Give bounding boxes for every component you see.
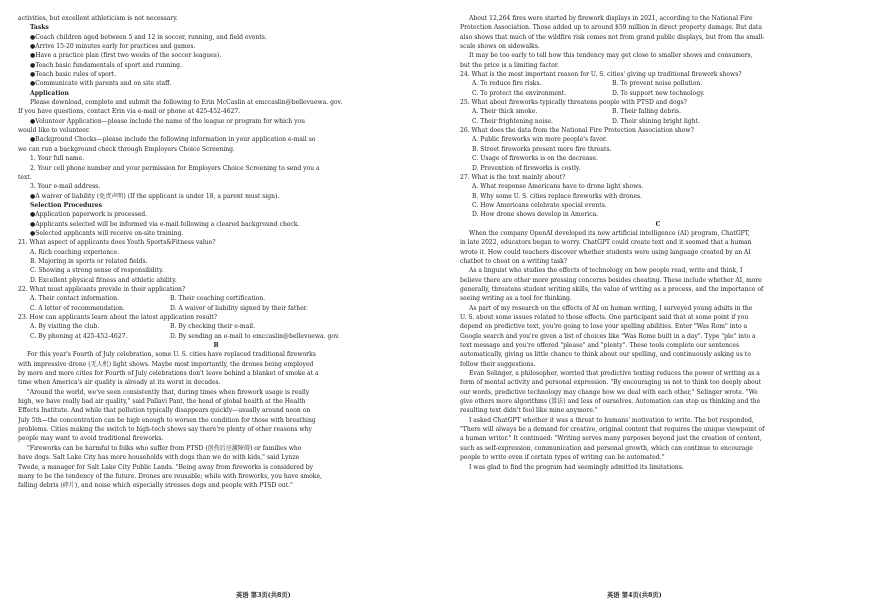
text-line: "Fireworks can be harmful to folks who suffer from PTSD (创伤后应激障碍) or families who	[27, 444, 302, 452]
text-line: It may be too early to tell how this tendency may get close to smaller shows and consumers,	[469, 52, 753, 60]
option-right: B. Their falling debris.	[612, 108, 682, 116]
text-line: scale shows on sidewalks.	[460, 43, 540, 51]
option-row	[460, 107, 856, 116]
right-page-footer: 英语 第4页(共8页)	[607, 592, 662, 599]
text-line: by more and more cities for Fourth of July celebrations don't leave behind a blanket of smoke at a	[18, 370, 319, 378]
option-left: C. By phoning at 425-452-4627.	[30, 332, 128, 340]
text-line: a human writer." It continued: "Writing serves many purposes beyond just the creation of content,	[460, 435, 762, 443]
text-line: Effects Institute. And while that pollution typically disappears quickly—usually around noon on	[18, 407, 311, 415]
text-line: 21. What aspect of applicants does Youth Sports&Fitness value?	[18, 239, 216, 247]
option-left: C. Their frightening noise.	[472, 117, 553, 125]
text-line: chatbot to cheat on a writing task?	[460, 257, 568, 265]
option-left: A. By visiting the club.	[30, 323, 100, 331]
text-line: ●Selected applicants will receive on-site training.	[30, 229, 184, 237]
text-line: B. Street fireworks present more fire threats.	[472, 145, 612, 153]
text-line: A. Public fireworks win more people's favor.	[472, 136, 608, 144]
text-line: Selection Procedures	[30, 201, 103, 209]
text-line: text.	[18, 173, 32, 181]
text-line: 26. What does the data from the National Fire Protection Association show?	[460, 127, 694, 135]
left-text-block	[18, 14, 414, 294]
text-line: ●Teach basic fundamentals of sport and running.	[30, 61, 182, 69]
text-line: B. Majoring in sports or related fields.	[30, 257, 148, 265]
text-line: ●Communicate with parents and on site staff.	[30, 80, 172, 88]
right-page	[460, 14, 856, 586]
text-line: ●Background Checks—please include the following information in your application e-mail so	[30, 136, 316, 144]
text-line: ●Applicants selected will be informed via e-mail following a cleared background check.	[30, 220, 300, 228]
option-right: D. By sending an e-mail to emccaslin@bellevuewa. gov.	[170, 332, 340, 340]
text-line: ●Application paperwork is processed.	[30, 211, 148, 219]
text-line: As part of my research on the effects of AI on human writing, I surveyed young adults in the	[469, 304, 753, 312]
text-line: also shows that much of the wildfire risk comes not from grand public displays, but from the small-	[460, 33, 765, 41]
text-line: 24. What is the most important reason for U. S. cities' giving up traditional firework shows?	[460, 71, 742, 79]
text-line: follow their suggestions.	[460, 360, 536, 368]
option-right: B. Their coaching certification.	[170, 295, 266, 303]
text-line: If you have questions, contact Erin via e-mail or phone at 425-452-4627.	[18, 108, 241, 116]
option-row	[460, 79, 856, 88]
option-row	[18, 294, 414, 303]
text-line: 3. Your e-mail address.	[30, 183, 101, 191]
text-line: About 12,264 fires were started by firework displays in 2021, according to the National Fire	[469, 15, 753, 22]
text-line: "Around the world, we've seen consistently that, during times when firework usage is really	[27, 388, 310, 396]
text-line: Protection Association. Those added up to around $59 million in direct property damage. But data	[460, 24, 762, 32]
text-line: many to be the tendency of the future. Drones are reusable; while with fireworks, you have smoke,	[18, 472, 322, 480]
text-line: text message and you're offered "please" and "plenty". These tools complete our sentences	[460, 342, 740, 350]
option-left: C. A letter of recommendation.	[30, 304, 125, 312]
text-line: 2. Your cell phone number and your permission for Employers Choice Screening to send you a	[30, 164, 320, 172]
q22-options	[18, 294, 414, 313]
text-line: 1. Your full name.	[30, 155, 85, 163]
text-line: C. Usage of fireworks is on the decrease.	[472, 155, 598, 163]
text-line: "There will always be a demand for creative, original content that requires the unique viewpoint of	[460, 426, 765, 434]
text-line: have dogs. Salt Lake City has more households with dogs than we do with kids," said Lynze	[18, 454, 300, 462]
text-line: Please download, complete and submit the following to Erin McCaslin at emccaslin@bellevuewa. gov.	[30, 99, 343, 107]
option-left: C. To protect the environment.	[472, 89, 567, 97]
q24-options	[460, 79, 856, 98]
option-row	[18, 304, 414, 313]
text-line: Evan Selinger, a philosopher, worried that predictive texting reduces the power of writing as a	[469, 370, 760, 378]
text-line: people to write even if certain types of writing can be automated."	[460, 454, 665, 462]
text-line: high, we have really bad air quality," said Pallavi Pant, the head of global health at the Health	[18, 398, 306, 406]
option-left: A. Their contact information.	[30, 295, 119, 303]
text-line: ●Arrive 15-20 minutes early for practices and games.	[30, 43, 196, 51]
option-row	[18, 322, 414, 331]
text-line: depend on predictive text, you're going to lose your spelling abilities. Enter "Was Rom" into a	[460, 323, 748, 331]
text-line: we can run a background check through Employers Choice Screening.	[18, 145, 235, 153]
option-row	[18, 332, 414, 341]
option-right: D. Their shining bright light.	[612, 117, 700, 125]
text-line: would like to volunteer.	[18, 127, 90, 135]
text-line: ●A waiver of liability (免责声明) (If the applicant is under 18, a parent must sign).	[30, 192, 280, 200]
text-line: B. Why some U. S. cities replace fireworks with drones.	[472, 192, 643, 200]
text-line: activities, but excellent athleticism is not necessary.	[18, 15, 178, 22]
q25-question: 25. What about fireworks typically threatens people with PTSD and dogs?	[460, 99, 687, 107]
text-line: wrote it. How could teachers discover whether students were using language created by an AI	[460, 248, 751, 256]
text-line: C. Showing a strong sense of responsibility.	[30, 267, 164, 275]
section-c-heading: C	[655, 220, 661, 228]
option-left: A. Their thick smoke.	[472, 108, 538, 116]
text-line: U. S. about some issues related to those effects. One participant said that at some point if you	[460, 314, 749, 321]
option-right: D. A waiver of liability signed by their father.	[170, 304, 308, 312]
text-line: D. Excellent physical fitness and athletic ability.	[30, 276, 177, 284]
text-line: believe there are other more pressing concerns besides cheating. These include whether AI, more	[460, 276, 762, 284]
text-line: with impressive drone (无人机) light shows. Maybe most importantly, the drones being employed	[18, 360, 314, 368]
option-right: B. To prevent noise pollution.	[612, 80, 703, 88]
passage-c-text	[460, 229, 856, 472]
passage-b-text	[18, 350, 414, 490]
q26-q27-block	[460, 126, 856, 219]
section-b-heading: B	[213, 342, 219, 350]
text-line: As a linguist who studies the effects of technology on how people read, write and think, I	[469, 267, 743, 275]
text-line: A. Rich coaching experience.	[30, 248, 120, 256]
option-right: D. To support new technology.	[612, 89, 705, 97]
text-line: automatically, giving us little chance to think about our spelling, and continuously asking us to	[460, 351, 751, 359]
text-line: time when America's air quality is already at its worst in decades.	[18, 379, 221, 387]
text-line: in late 2022, educators began to worry. ChatGPT could create text and it seemed that a human	[460, 239, 752, 247]
text-line: ●Have a practice plan (first two weeks of the soccer leagues).	[30, 52, 222, 60]
text-line: I was glad to find the program had seemingly admitted its limitations.	[469, 463, 684, 471]
text-line: but the price is a limiting factor.	[460, 61, 560, 69]
text-line: such as self-expression, communication and personal growth, which can continue to encourage	[460, 444, 753, 452]
text-line: form of mental activity and personal expression. "By encouraging us not to think too deeply about	[460, 379, 762, 387]
text-line: give others more algorithms (算法) and less of ourselves. Automation can stop us thinking and the	[460, 398, 761, 406]
text-line: ●Coach children aged between 5 and 12 in soccer, running, and field events.	[30, 33, 267, 41]
text-line: I asked ChatGPT whether it was a threat to humans' motivation to write. The bot responded,	[469, 416, 754, 424]
text-line: 22. What must applicants provide in their application?	[18, 285, 186, 293]
text-line: A. What response Americans have to drone light shows.	[472, 183, 644, 191]
left-page-footer: 英语 第3页(共8页)	[236, 592, 291, 599]
text-line: When the company OpenAI developed its new artificial intelligence (AI) program, ChatGPT,	[469, 229, 750, 237]
text-line: seeing writing as a tool for thinking.	[460, 295, 572, 303]
text-line: July 5th—the concentration can be high enough to worsen the condition for those with breathing	[18, 416, 316, 424]
right-text-block	[460, 14, 856, 79]
text-line: Tasks	[30, 24, 49, 32]
text-line: ●Volunteer Application—please include the name of the league or program for which you	[30, 117, 306, 125]
q25-options	[460, 107, 856, 126]
text-line: problems. Cities making the switch to high-tech shows say there're plenty of other reasons why	[18, 426, 312, 434]
text-line: our words, predictive technology may change how we deal with each other," Selinger wrote. "We	[460, 388, 758, 396]
option-row	[460, 89, 856, 98]
q23-options	[18, 322, 414, 341]
option-row	[460, 117, 856, 126]
text-line: D. How drone shows develop in America.	[472, 211, 599, 219]
option-left: A. To reduce fire risks.	[472, 80, 542, 88]
text-line: ●Teach basic rules of sport.	[30, 71, 117, 79]
text-line: people may want to avoid traditional fireworks.	[18, 435, 164, 443]
q23-question: 23. How can applicants learn about the latest application result?	[18, 314, 218, 321]
text-line: generally, threatens student writing skills, the value of writing as a process, and the importance of	[460, 285, 764, 293]
text-line: resulting text didn't feel like mine anymore."	[460, 407, 598, 415]
text-line: D. Prevention of fireworks is costly.	[472, 164, 581, 172]
left-page	[18, 14, 414, 586]
text-line: Twede, a manager for Salt Lake City Public Lands. "Being away from fireworks is considered by	[18, 463, 314, 471]
option-right: B. By checking their e-mail.	[170, 323, 256, 331]
text-line: C. How Americans celebrate special events.	[472, 201, 607, 209]
text-line: Application	[30, 89, 69, 97]
text-line: For this year's Fourth of July celebration, some U. S. cities have replaced traditional fireworks	[27, 351, 316, 359]
text-line: falling debris (碎片), and noise which especially stresses dogs and people with PTSD out."	[18, 482, 293, 490]
text-line: Google search and you're given a list of choices like "Was Rome built in a day". Type "ple" into a	[460, 332, 756, 340]
text-line: 27. What is the text mainly about?	[460, 173, 566, 181]
